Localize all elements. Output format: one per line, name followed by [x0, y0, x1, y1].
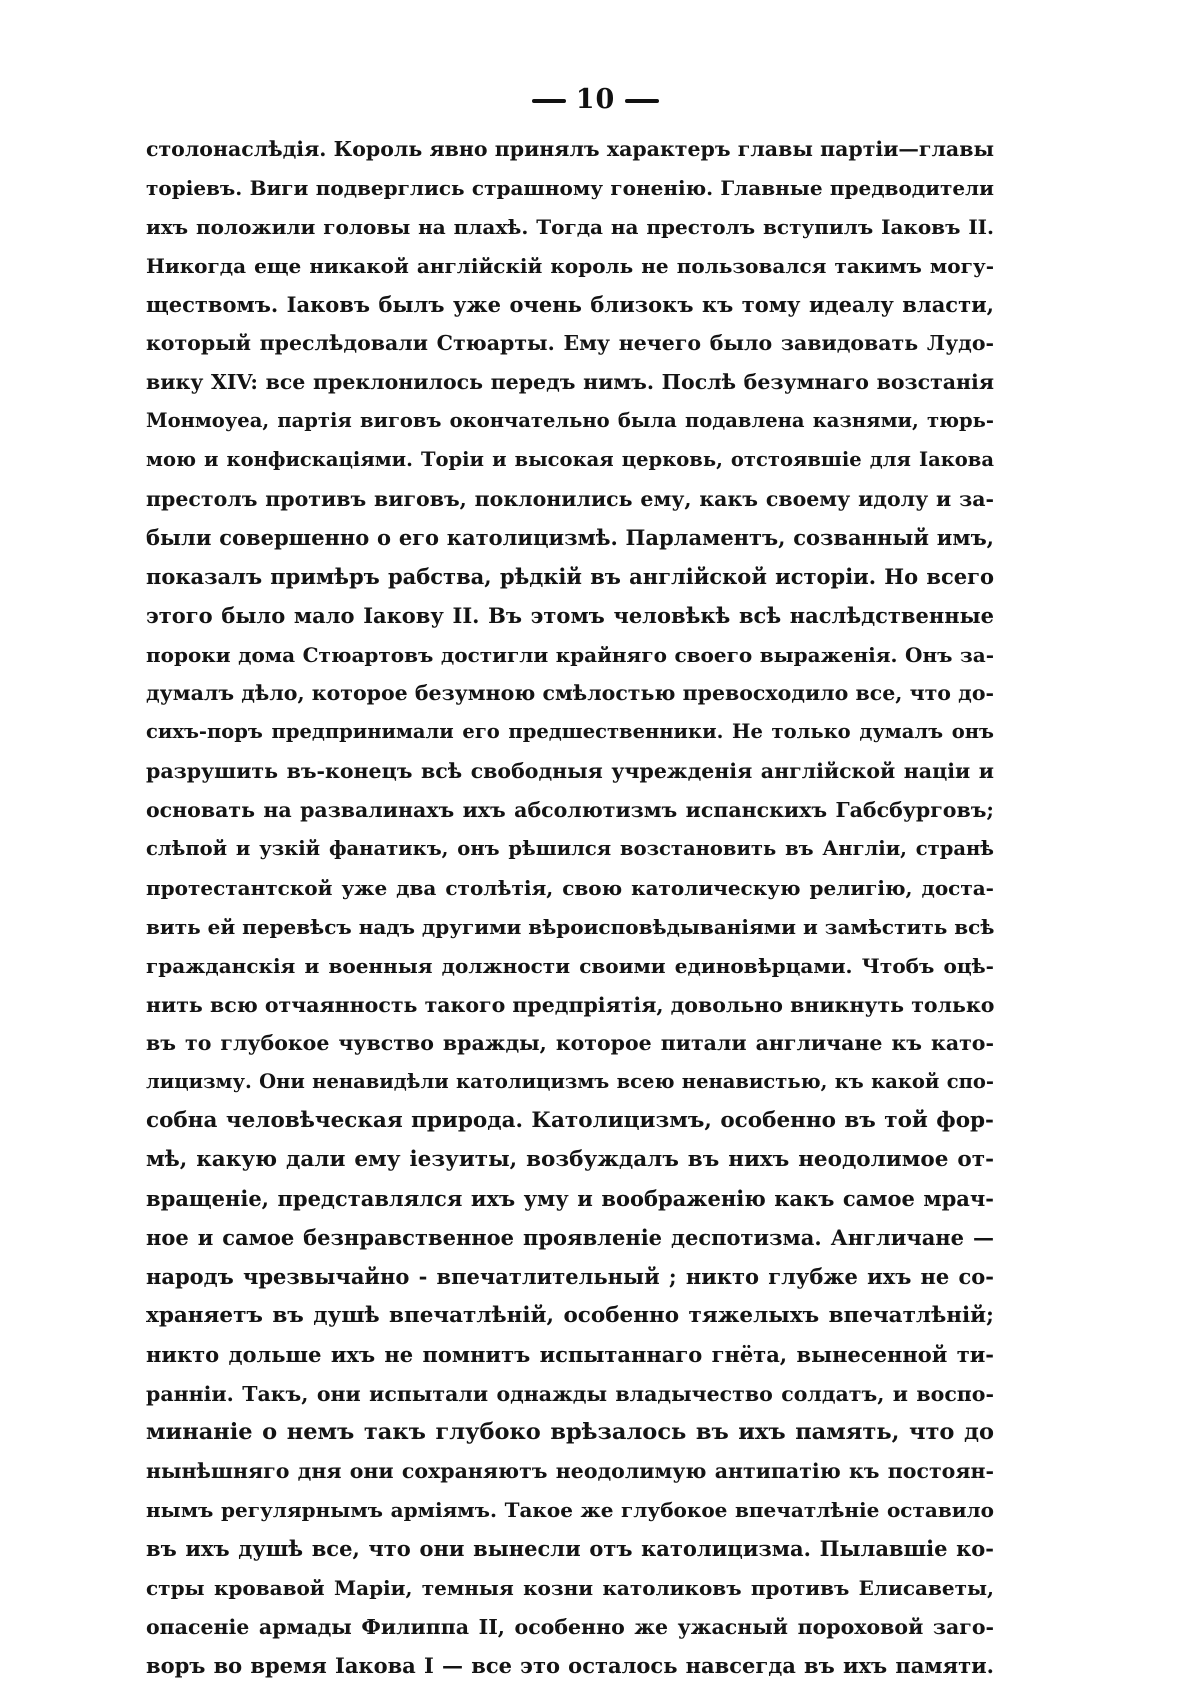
text-line: минаніе о немъ такъ глубоко врѣзалось въ ихъ память, что до [146, 1419, 994, 1446]
text-line: Никогда еще никакой англійскій король не пользовался такимъ могу- [146, 253, 994, 278]
text-line: сихъ-поръ предпринимали его предшественники. Не только думалъ онъ [146, 720, 994, 744]
text-line: мою и конфискаціями. Торіи и высокая церковь, отстоявшіе для Іакова [146, 448, 994, 472]
text-line: слѣпой и узкій фанатикъ, онъ рѣшился возстановить въ Англіи, странѣ [146, 837, 994, 861]
text-line: ихъ положили головы на плахѣ. Тогда на престолъ вступилъ Іаковъ II. [146, 214, 994, 239]
text-line: мѣ, какую дали ему іезуиты, возбуждалъ въ нихъ неодолимое от- [146, 1147, 994, 1173]
header-dash-left [532, 99, 566, 103]
text-line: лицизму. Они ненавидѣли католицизмъ всею ненавистью, къ какой спо- [146, 1070, 994, 1094]
text-line: ществомъ. Іаковъ былъ уже очень близокъ къ тому идеалу власти, [146, 291, 994, 317]
header-dash-right [625, 99, 659, 103]
text-line: гражданскія и военныя должности своими единовѣрцами. Чтобъ оцѣ- [146, 953, 994, 978]
text-line: протестантской уже два столѣтія, свою католическую религію, доста- [146, 875, 994, 900]
text-line: въ то глубокое чувство вражды, которое питали англичане къ като- [146, 1031, 994, 1056]
text-line: народъ чрезвычайно - впечатлительный ; никто глубже ихъ не со- [146, 1263, 994, 1289]
text-line: вращеніе, представлялся ихъ уму и воображенію какъ самое мрач- [146, 1186, 994, 1212]
text-line: воръ во время Іакова I — все это осталось навсегда въ ихъ памяти. [146, 1652, 994, 1678]
text-line: пороки дома Стюартовъ достигли крайняго своего выраженія. Онъ за- [146, 642, 994, 667]
text-line: Монмоуеа, партія виговъ окончательно была подавлена казнями, тюрь- [146, 409, 994, 433]
text-line: показалъ примѣръ рабства, рѣдкій въ англійской исторіи. Но всего [146, 563, 994, 589]
text-line: столонаслѣдія. Король явно принялъ характеръ главы партіи—главы [146, 137, 994, 161]
text-line: храняетъ въ душѣ впечатлѣній, особенно тяжелыхъ впечатлѣній; [146, 1302, 994, 1328]
text-line: основать на развалинахъ ихъ абсолютизмъ испанскихъ Габсбурговъ; [146, 798, 994, 823]
page-number: 10 [575, 84, 616, 115]
text-line: нынѣшняго дня они сохраняютъ неодолимую антипатію къ постоян- [146, 1459, 994, 1484]
text-line: въ ихъ душѣ все, что они вынесли отъ католицизма. Пылавшіе ко- [146, 1536, 994, 1562]
text-line: престолъ противъ виговъ, поклонились ему, какъ своему идолу и за- [146, 487, 994, 512]
text-line: вику XIV: все преклонилось передъ нимъ. Послѣ безумнаго возстанія [146, 370, 994, 395]
text-line: собна человѣческая природа. Католицизмъ, особенно въ той фор- [146, 1108, 994, 1134]
text-line: ранніи. Такъ, они испытали однажды владычество солдатъ, и воспо- [146, 1381, 994, 1406]
text-line: торіевъ. Виги подверглись страшному гоненію. Главные предводители [146, 175, 994, 200]
text-line: который преслѣдовали Стюарты. Ему нечего было завидовать Лудо- [146, 331, 994, 356]
text-line: нымъ регулярнымъ арміямъ. Такое же глубокое впечатлѣніе оставило [146, 1498, 994, 1523]
text-line: были совершенно о его католицизмѣ. Парламентъ, созванный имъ, [146, 524, 994, 550]
text-line: стры кровавой Маріи, темныя козни католиковъ противъ Елисаветы, [146, 1575, 994, 1600]
text-line: разрушить въ-конецъ всѣ свободныя учрежденія англійской націи и [146, 759, 994, 784]
text-line: никто дольше ихъ не помнитъ испытаннаго гнёта, вынесенной ти- [146, 1341, 994, 1367]
text-line: опасеніе армады Филиппа II, особенно же ужасный пороховой заго- [146, 1614, 994, 1639]
text-line: вить ей перевѣсъ надъ другими вѣроисповѣдываніями и замѣстить всѣ [146, 914, 994, 939]
text-line: думалъ дѣло, которое безумною смѣлостью превосходило все, что до- [146, 681, 994, 706]
text-line: нить всю отчаянность такого предпріятія, довольно вникнуть только [146, 992, 994, 1017]
body-text [146, 130, 994, 1686]
page-header [0, 82, 1191, 118]
text-line: этого было мало Іакову II. Въ этомъ человѣкѣ всѣ наслѣдственные [146, 602, 994, 628]
text-line: ное и самое безнравственное проявленіе деспотизма. Англичане — [146, 1224, 994, 1250]
